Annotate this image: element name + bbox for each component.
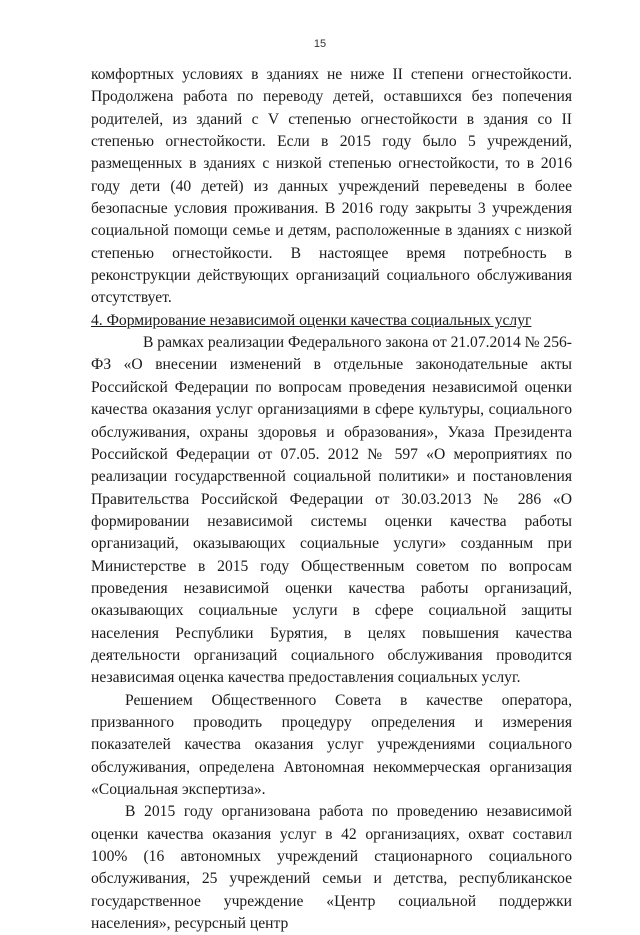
paragraph-2015-assessment: В 2015 году организована работа по проведению независимой оценки качества оказания услуг в 42 организациях, охват составил 100% (16 автономных учреждений стационарного социального обслуживания, 25 учреждений семьи и детства, республиканское государственное учреждение «Центр социальной поддержки населения», ресурсный центр bbox=[91, 803, 572, 933]
paragraph-operator-decision: Решением Общественного Совета в качестве оператора, призванного проводить процедуру определения и измерения показателей качества оказания услуг учреждениями социального обслуживания, определена Автономная некоммерческая организация «Социальная экспертиза». bbox=[91, 691, 572, 798]
document-body bbox=[91, 64, 572, 935]
paragraph-continuation: комфортных условиях в зданиях не ниже II степени огнестойкости. Продолжена работа по переводу детей, оставшихся без попечения родителей, из зданий с V степенью огнестойкости в здания со II степенью огнестойкости. Если в 2015 году было 5 учреждений, размещенных в зданиях с низкой степенью огнестойкости, то в 2016 году дети (40 детей) из данных учреждений переведены в более безопасные условия проживания. В 2016 году закрыты 3 учреждения социальной помощи семье и детям, расположенные в зданиях с низкой степенью огнестойкости. В настоящее время потребность в реконструкции действующих организаций социального обслуживания отсутствует. bbox=[91, 66, 572, 307]
page-number: 15 bbox=[313, 38, 327, 50]
paragraph-legal-basis: В рамках реализации Федерального закона от 21.07.2014 № 256-ФЗ «О внесении изменений в отдельные законодательные акты Российской Федерации по вопросам проведения независимой оценки качества оказания услуг организациями в сфере культуры, социального обслуживания, охраны здоровья и образования», Указа Президента Российской Федерации от 07.05. 2012 № 597 «О мероприятиях по реализации государственной социальной политики» и постановления Правительства Российской Федерации от 30.03.2013 № 286 «О формировании независимой системы оценки качества работы организаций, оказывающих социальные услуги» созданным при Министерстве в 2015 году Общественным советом по вопросам проведения независимой оценки качества работы организаций, оказывающих социальные услуги в сфере социальной защиты населения Республики Бурятия, в целях повышения качества деятельности организаций социального обслуживания проводится независимая оценка качества предоставления социальных услуг. bbox=[91, 334, 572, 687]
section-heading: 4. Формирование независимой оценки качества социальных услуг bbox=[91, 311, 532, 329]
